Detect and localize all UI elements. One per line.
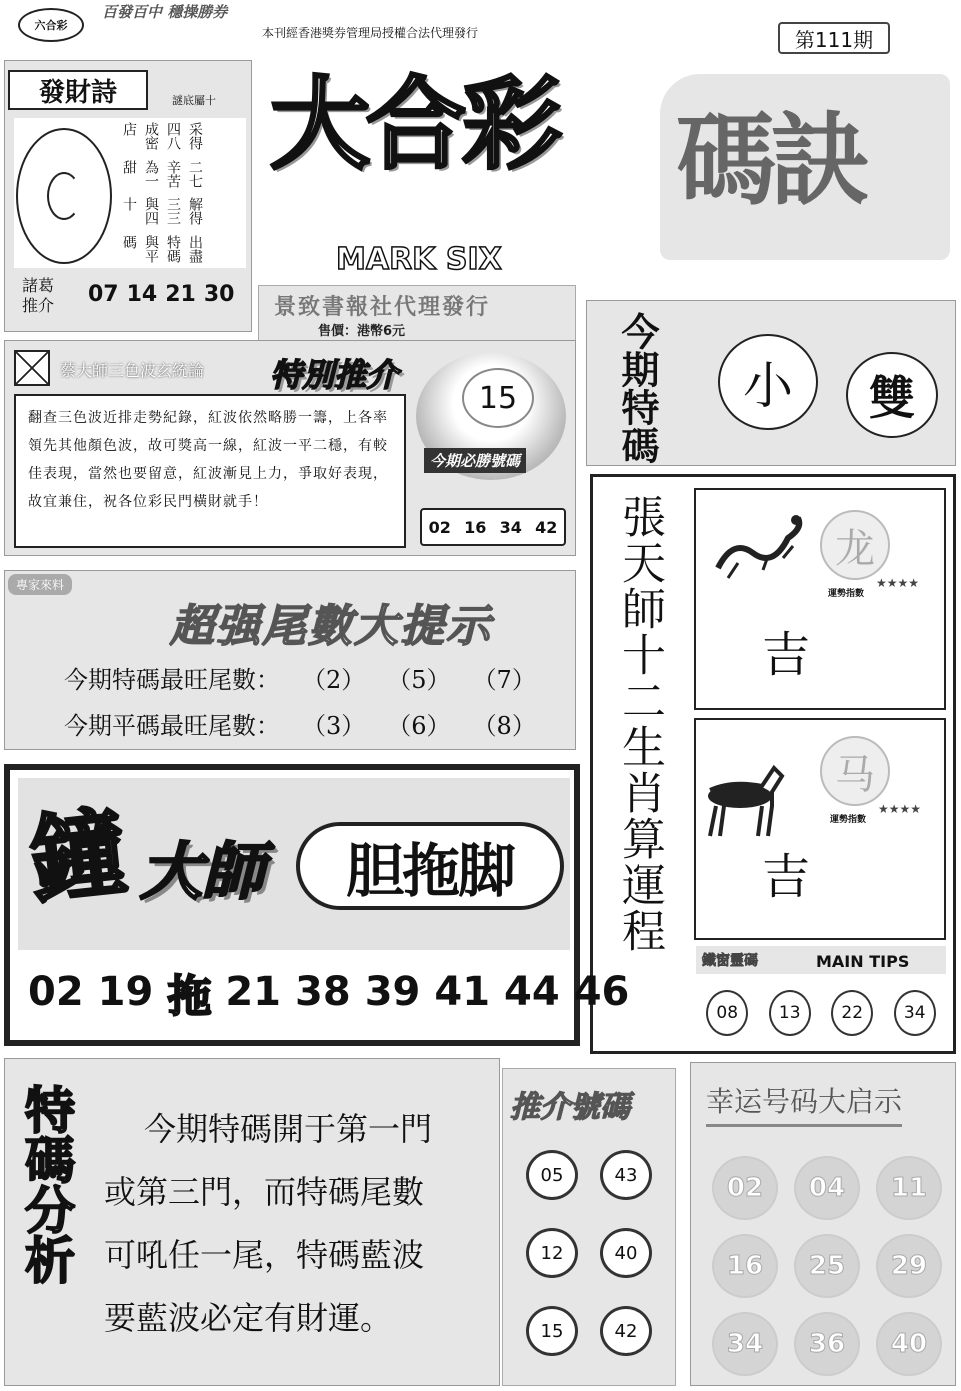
analysis-line: 今期特碼開于第一門 xyxy=(144,1110,433,1148)
lucky-grid xyxy=(712,1156,948,1376)
tail-value: （2） xyxy=(302,666,366,694)
horse-icon xyxy=(702,762,788,838)
bold-number-row xyxy=(28,960,629,1024)
lucky-number: 04 xyxy=(794,1156,860,1220)
recommend-number: 12 xyxy=(526,1228,578,1278)
bold-number: 41 xyxy=(434,969,491,1015)
three-color-badge: 特別推介 xyxy=(270,356,399,394)
fortune-stars-icon: ★★★★ xyxy=(878,802,922,816)
special-code-size xyxy=(718,334,818,430)
lucky-number: 16 xyxy=(712,1234,778,1298)
dragon-icon xyxy=(708,508,808,588)
zodiac-title: 張天師十二生肖算運程 xyxy=(614,494,665,954)
masthead-side-title: 碼訣 xyxy=(676,102,864,219)
riddle-oval xyxy=(16,128,112,264)
tail-tips-tag: 專家來料 xyxy=(8,574,72,595)
lucky-number: 40 xyxy=(876,1312,942,1376)
section-cross-icon xyxy=(14,350,50,386)
lucky-title: 幸运号码大启示 xyxy=(706,1080,902,1127)
must-win-number xyxy=(462,368,534,428)
special-code-label: 今期特碼 xyxy=(615,312,659,464)
lucky-number: 11 xyxy=(876,1156,942,1220)
masthead-title: 大合彩 xyxy=(270,66,558,183)
lucky-number: 36 xyxy=(794,1312,860,1376)
tail-value: （3） xyxy=(302,712,366,740)
slogan: 百發百中 穩操勝券 xyxy=(102,3,228,21)
poem-column: 二七辛苦為一甜 xyxy=(121,159,203,188)
tail-tips-row-label: 今期平碼最旺尾數： xyxy=(64,712,280,740)
three-color-number: 16 xyxy=(464,517,487,537)
poem-number: 14 xyxy=(126,282,158,307)
recommend-number: 15 xyxy=(526,1306,578,1356)
poem-column: 解得三三與四十 xyxy=(121,197,203,225)
bold-number: 46 xyxy=(573,969,630,1015)
lucky-number: 34 xyxy=(712,1312,778,1376)
main-tips-en: MAIN TIPS xyxy=(816,952,910,971)
zodiac-seal-text: 龙 xyxy=(835,525,875,572)
bold-number: 19 xyxy=(97,969,154,1015)
three-color-body: 翻查三色波近排走勢紀錄，紅波依然略勝一籌，上各率領先其他顏色波，故可獎高一線，紅波一平二穩，有較佳表現，當然也要留意，紅波漸見上力，爭取好表現，故宜兼住，祝各位彩民門橫財就手！ xyxy=(14,394,406,548)
lucky-number: 02 xyxy=(712,1156,778,1220)
poem-columns xyxy=(118,122,206,272)
tail-value: （6） xyxy=(387,712,451,740)
price: 售價：港幣6元 xyxy=(318,324,406,339)
three-color-number: 02 xyxy=(428,517,451,537)
analysis-body xyxy=(104,1098,432,1350)
bold-number: 21 xyxy=(225,969,282,1015)
lucky-number: 25 xyxy=(794,1234,860,1298)
drag-marker: 拖 xyxy=(167,971,212,1022)
poem-number: 07 xyxy=(88,282,119,307)
fortune-label: 運勢指數 xyxy=(830,815,867,825)
recommend-title: 推介號碼 xyxy=(510,1090,630,1125)
bold-title-surname: 鐘 xyxy=(24,796,128,918)
publisher: 景致書報社代理發行 xyxy=(274,295,491,320)
main-tips-label: 鐵窗靈碼 xyxy=(702,953,758,969)
bold-number: 38 xyxy=(295,969,351,1015)
tail-value: （8） xyxy=(472,712,536,740)
zodiac-verdict: 吉 xyxy=(762,849,811,905)
tail-value: （7） xyxy=(472,666,536,694)
main-tips-number: 34 xyxy=(894,990,936,1036)
analysis-title: 特碼分析 xyxy=(17,1084,75,1284)
zodiac-seal xyxy=(820,736,890,806)
header-notice: 本刊經香港獎券管理局授權合法代理發行 xyxy=(262,26,479,40)
fortune-label: 運勢指數 xyxy=(828,589,865,599)
three-color-numbers xyxy=(420,508,566,546)
bold-number: 39 xyxy=(364,969,421,1015)
analysis-line: 或第三門，而特碼尾數 xyxy=(104,1173,425,1211)
poem-numbers xyxy=(88,282,235,307)
issue-number: 第111期 xyxy=(778,22,890,54)
three-color-header: 蔡大師三色波玄統論 xyxy=(60,361,205,380)
three-color-number: 42 xyxy=(535,517,558,537)
recommend-label-line: 諸葛 xyxy=(22,276,55,295)
poem-title: 發財詩 xyxy=(8,70,148,110)
poem-hint: 謎底屬十 xyxy=(172,94,216,107)
main-tips-numbers xyxy=(696,980,946,1046)
fortune-stars-icon: ★★★★ xyxy=(876,576,920,590)
poem-column: 采得四八成密店 xyxy=(121,122,203,150)
must-win-number-text: 15 xyxy=(478,380,518,416)
analysis-line: 要藍波必定有財運。 xyxy=(104,1299,393,1337)
poem-number: 30 xyxy=(203,282,235,307)
riddle-curl-icon xyxy=(47,172,81,220)
zodiac-seal-text: 马 xyxy=(835,751,875,798)
tail-value: （5） xyxy=(387,666,451,694)
masthead-subtitle: MARK SIX xyxy=(336,242,502,277)
lucky-number: 29 xyxy=(876,1234,942,1298)
logo-text: 六合彩 xyxy=(34,19,68,32)
special-code-parity-text: 雙 xyxy=(869,371,915,425)
tail-tips-row-label: 今期特碼最旺尾數： xyxy=(64,666,280,694)
special-code-size-text: 小 xyxy=(743,357,793,415)
recommend-number: 43 xyxy=(600,1150,652,1200)
recommend-grid xyxy=(526,1150,656,1356)
main-tips-number: 08 xyxy=(706,990,748,1036)
bold-number: 02 xyxy=(28,969,84,1015)
recommend-number: 42 xyxy=(600,1306,652,1356)
analysis-line: 可吼任一尾，特碼藍波 xyxy=(104,1236,425,1274)
tail-tips-title: 超强尾數大提示 xyxy=(170,601,492,652)
poem-column: 出盡特碼與平碼 xyxy=(121,234,203,263)
special-code-parity xyxy=(846,352,938,438)
recommend-label xyxy=(22,276,54,316)
zodiac-seal xyxy=(820,510,890,580)
mark-six-logo xyxy=(18,8,84,42)
recommend-label-line: 推介 xyxy=(22,296,55,315)
tail-tips-row xyxy=(64,706,536,741)
three-color-number: 34 xyxy=(499,517,522,537)
bold-number: 44 xyxy=(504,969,560,1015)
recommend-number: 05 xyxy=(526,1150,578,1200)
tail-tips-row xyxy=(64,660,536,695)
must-win-label: 今期必勝號碼 xyxy=(424,448,526,473)
recommend-number: 40 xyxy=(600,1228,652,1278)
main-tips-number: 22 xyxy=(831,990,873,1036)
zodiac-verdict: 吉 xyxy=(762,627,811,683)
bold-title-master: 大師 xyxy=(140,835,265,908)
poem-number: 21 xyxy=(165,282,196,307)
main-tips-number: 13 xyxy=(769,990,811,1036)
bold-title-badge: 胆拖脚 xyxy=(296,822,564,910)
